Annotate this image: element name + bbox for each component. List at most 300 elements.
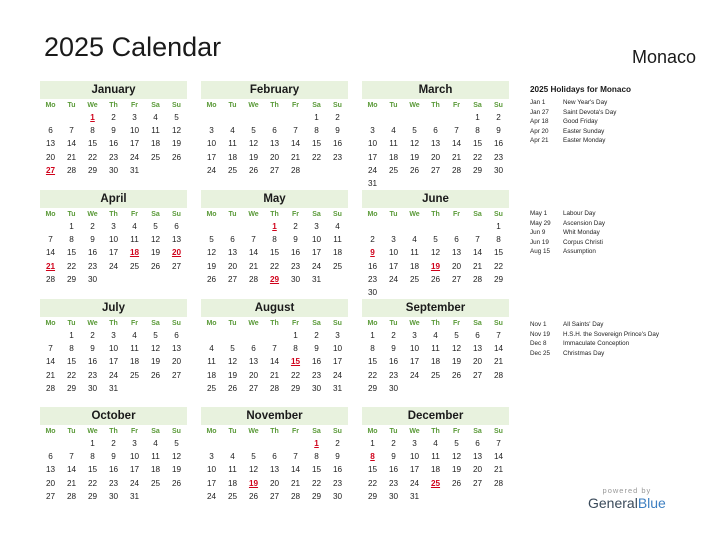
day-cell: 7 [48, 344, 53, 354]
weekday-label: Tu [389, 428, 398, 435]
day-cell: 5 [412, 126, 417, 136]
weekday-label: Sa [312, 102, 321, 109]
day-cell: 16 [108, 139, 119, 149]
day-cell: 12 [206, 248, 217, 258]
weekday-label: Su [494, 211, 503, 218]
day-cell: 12 [227, 357, 238, 367]
weekday-label: Fr [453, 320, 460, 327]
day-cell: 4 [412, 235, 417, 245]
month-title: March [362, 81, 509, 99]
day-cell: 29 [311, 491, 322, 501]
day-cell: 14 [45, 357, 56, 367]
empty-cell [264, 111, 285, 124]
weekday-label: We [409, 428, 420, 435]
holiday-name: H.S.H. the Sovereign Prince's Day [563, 330, 660, 338]
day-cell: 20 [227, 261, 238, 271]
day-cell: 18 [430, 357, 441, 367]
day-cell: 21 [451, 152, 462, 162]
empty-cell [40, 220, 61, 233]
holidays-list-3 [530, 320, 705, 358]
day-cell: 7 [69, 126, 74, 136]
holiday-day: 1 [272, 222, 277, 231]
day-cell: 30 [311, 383, 322, 393]
month-february [201, 81, 348, 177]
holiday-date: Jun 19 [530, 238, 549, 246]
day-cell: 8 [293, 344, 298, 354]
month-december [362, 407, 509, 503]
day-cell: 17 [129, 139, 140, 149]
day-cell: 15 [493, 248, 504, 258]
day-cell: 2 [391, 331, 396, 340]
day-cell: 9 [391, 452, 396, 462]
day-cell: 20 [472, 357, 483, 367]
day-cell: 17 [129, 465, 140, 475]
weekday-label: Fr [292, 320, 299, 327]
day-cell: 3 [111, 331, 116, 340]
day-cell: 15 [311, 139, 322, 149]
day-cell: 2 [391, 439, 396, 448]
day-cell: 6 [272, 126, 277, 136]
day-cell: 26 [451, 478, 462, 488]
day-cell: 21 [269, 370, 280, 380]
day-cell: 2 [111, 439, 116, 448]
day-cell: 24 [129, 152, 140, 162]
day-cell: 27 [45, 491, 56, 501]
day-cell: 5 [251, 126, 256, 136]
day-cell: 22 [367, 370, 378, 380]
weekday-label: Sa [151, 102, 160, 109]
day-cell: 24 [108, 370, 119, 380]
day-cell: 10 [129, 452, 140, 462]
weekday-label: We [409, 102, 420, 109]
empty-cell [285, 437, 306, 450]
weekday-label: Su [333, 102, 342, 109]
day-cell: 9 [314, 344, 319, 354]
day-cell: 11 [410, 248, 419, 258]
day-cell: 10 [129, 126, 140, 136]
day-cell: 23 [290, 261, 301, 271]
day-cell: 12 [150, 235, 161, 245]
weekday-label: Su [172, 102, 181, 109]
empty-cell [243, 111, 264, 124]
day-cell: 15 [311, 465, 322, 475]
day-cell: 13 [472, 452, 483, 462]
day-cell: 15 [87, 465, 98, 475]
day-cell: 14 [45, 248, 56, 258]
holiday-day: 15 [290, 357, 301, 367]
country-name: Monaco [631, 47, 696, 67]
day-cell: 22 [87, 152, 98, 162]
day-cell: 21 [45, 370, 56, 380]
day-cell: 13 [269, 465, 280, 475]
day-cell: 5 [454, 439, 459, 448]
day-cell: 27 [430, 165, 441, 175]
empty-cell [425, 220, 446, 233]
day-cell: 4 [153, 439, 158, 448]
empty-cell [383, 111, 404, 124]
weekday-label: We [87, 428, 98, 435]
weekday-label: Su [333, 320, 342, 327]
empty-cell [425, 111, 446, 124]
holiday-row [530, 136, 705, 146]
day-cell: 21 [493, 357, 504, 367]
day-cell: 26 [430, 274, 441, 284]
day-cell: 13 [472, 344, 483, 354]
day-cell: 12 [248, 139, 259, 149]
weekday-label: Th [109, 428, 118, 435]
weekday-label: Th [270, 320, 279, 327]
day-cell: 18 [129, 357, 140, 367]
day-cell: 13 [45, 139, 56, 149]
day-cell: 3 [209, 452, 214, 462]
weekday-label: Su [494, 102, 503, 109]
day-cell: 8 [90, 452, 95, 462]
day-cell: 3 [412, 439, 417, 448]
day-cell: 25 [150, 478, 161, 488]
weekday-label: Sa [312, 320, 321, 327]
day-cell: 23 [332, 478, 343, 488]
day-cell: 7 [454, 126, 459, 136]
month-title: December [362, 407, 509, 425]
weekday-label: Th [270, 211, 279, 218]
holiday-day: 20 [171, 248, 182, 258]
day-cell: 22 [311, 478, 322, 488]
weekday-label: Su [494, 428, 503, 435]
day-cell: 22 [311, 152, 322, 162]
day-cell: 10 [108, 344, 119, 354]
day-cell: 15 [87, 139, 98, 149]
day-cell: 22 [367, 478, 378, 488]
day-cell: 20 [451, 261, 462, 271]
day-cell: 30 [388, 383, 399, 393]
day-cell: 23 [493, 152, 504, 162]
day-cell: 17 [332, 357, 343, 367]
day-cell: 11 [389, 139, 398, 149]
day-cell: 22 [66, 261, 77, 271]
day-cell: 26 [409, 165, 420, 175]
day-cell: 13 [269, 139, 280, 149]
weekday-label: Mo [206, 102, 217, 109]
day-cell: 29 [493, 274, 504, 284]
day-cell: 25 [129, 370, 140, 380]
holiday-date: Apr 18 [530, 118, 549, 126]
day-cell: 24 [311, 261, 322, 271]
day-cell: 4 [132, 222, 137, 231]
empty-cell [40, 111, 61, 124]
day-cell: 7 [293, 126, 298, 136]
weekday-label: Mo [45, 320, 56, 327]
weekday-label: Th [109, 102, 118, 109]
day-cell: 8 [475, 126, 480, 136]
weekday-label: We [248, 428, 259, 435]
day-cell: 2 [314, 331, 319, 340]
day-cell: 18 [150, 139, 161, 149]
day-cell: 1 [314, 113, 319, 122]
holiday-name: Good Friday [563, 118, 598, 126]
holiday-date: Aug 15 [530, 248, 550, 256]
day-cell: 12 [171, 126, 182, 136]
empty-cell [467, 220, 488, 233]
day-cell: 13 [45, 465, 56, 475]
month-title: September [362, 299, 509, 317]
empty-cell [222, 111, 243, 124]
day-cell: 6 [475, 439, 480, 448]
day-cell: 26 [150, 261, 161, 271]
empty-cell [404, 220, 425, 233]
brand-logo[interactable] [588, 486, 666, 511]
empty-cell [40, 437, 61, 450]
day-cell: 19 [206, 261, 217, 271]
day-cell: 6 [475, 331, 480, 340]
holiday-row [530, 247, 705, 257]
holiday-date: Dec 25 [530, 349, 550, 357]
day-cell: 11 [228, 465, 237, 475]
empty-cell [243, 220, 264, 233]
day-cell: 5 [251, 452, 256, 462]
month-march [362, 81, 509, 190]
day-cell: 29 [66, 383, 77, 393]
day-cell: 14 [290, 465, 301, 475]
day-cell: 28 [45, 274, 56, 284]
day-cell: 3 [111, 222, 116, 231]
day-cell: 23 [108, 478, 119, 488]
day-cell: 24 [332, 370, 343, 380]
holiday-date: Jun 9 [530, 229, 546, 237]
day-cell: 23 [108, 152, 119, 162]
weekday-label: Th [431, 102, 440, 109]
day-cell: 29 [66, 274, 77, 284]
day-cell: 11 [228, 139, 237, 149]
weekday-label: Mo [367, 320, 378, 327]
day-cell: 5 [174, 113, 179, 122]
day-cell: 4 [391, 126, 396, 136]
day-cell: 17 [311, 248, 322, 258]
day-cell: 27 [227, 274, 238, 284]
holiday-day: 21 [45, 261, 56, 271]
day-cell: 28 [45, 383, 56, 393]
day-cell: 23 [311, 370, 322, 380]
empty-cell [362, 111, 383, 124]
day-cell: 8 [69, 235, 74, 245]
day-cell: 19 [171, 139, 182, 149]
weekday-label: Mo [367, 211, 378, 218]
weekday-label: Th [431, 320, 440, 327]
brand-name-general: General [588, 495, 638, 511]
day-cell: 19 [451, 465, 462, 475]
day-cell: 27 [472, 370, 483, 380]
day-cell: 8 [272, 235, 277, 245]
month-august [201, 299, 348, 395]
holiday-row [530, 108, 705, 118]
empty-cell [201, 437, 222, 450]
weekday-label: Tu [389, 211, 398, 218]
holiday-date: Jan 1 [530, 99, 546, 106]
weekday-label: Mo [206, 211, 217, 218]
empty-cell [243, 437, 264, 450]
day-cell: 9 [293, 235, 298, 245]
weekday-label: Tu [67, 102, 76, 109]
day-cell: 30 [87, 383, 98, 393]
weekday-label: Th [431, 428, 440, 435]
day-cell: 22 [87, 478, 98, 488]
day-cell: 25 [332, 261, 343, 271]
day-cell: 25 [227, 165, 238, 175]
day-cell: 7 [496, 439, 501, 448]
day-cell: 30 [290, 274, 301, 284]
day-cell: 2 [293, 222, 298, 231]
day-cell: 22 [290, 370, 301, 380]
holiday-name: Assumption [563, 248, 596, 256]
day-cell: 24 [206, 165, 217, 175]
holiday-row [530, 330, 705, 340]
day-cell: 26 [248, 491, 259, 501]
holiday-name: Corpus Christi [563, 238, 603, 246]
day-cell: 24 [388, 274, 399, 284]
weekday-label: Tu [389, 102, 398, 109]
day-cell: 5 [153, 331, 158, 340]
day-cell: 25 [227, 491, 238, 501]
day-cell: 22 [493, 261, 504, 271]
day-cell: 11 [151, 452, 160, 462]
weekday-label: Mo [206, 320, 217, 327]
holiday-date: May 1 [530, 210, 548, 217]
day-cell: 23 [367, 274, 378, 284]
day-cell: 26 [451, 370, 462, 380]
holiday-name: Christmas Day [563, 349, 605, 357]
holiday-date: May 29 [530, 219, 551, 227]
day-cell: 13 [248, 357, 259, 367]
day-cell: 10 [108, 235, 119, 245]
day-cell: 7 [48, 235, 53, 245]
day-cell: 25 [129, 261, 140, 271]
weekday-label: Sa [473, 102, 482, 109]
empty-cell [201, 111, 222, 124]
empty-cell [222, 329, 243, 342]
day-cell: 15 [66, 357, 77, 367]
day-cell: 31 [311, 274, 322, 284]
day-cell: 29 [367, 383, 378, 393]
weekday-label: Sa [151, 211, 160, 218]
day-cell: 28 [451, 165, 462, 175]
day-cell: 10 [409, 344, 420, 354]
holidays-list-1 [530, 85, 705, 146]
month-july [40, 299, 187, 395]
day-cell: 3 [314, 222, 319, 231]
day-cell: 5 [433, 235, 438, 245]
holidays-list-2 [530, 209, 705, 257]
day-cell: 11 [130, 344, 139, 354]
day-cell: 4 [153, 113, 158, 122]
holiday-day: 19 [248, 478, 259, 488]
empty-cell [404, 111, 425, 124]
day-cell: 9 [335, 126, 340, 136]
weekday-label: Mo [45, 211, 56, 218]
holiday-day: 1 [314, 439, 319, 448]
day-cell: 23 [87, 261, 98, 271]
day-cell: 28 [269, 383, 280, 393]
day-cell: 7 [475, 235, 480, 245]
day-cell: 27 [248, 383, 259, 393]
day-cell: 16 [311, 357, 322, 367]
day-cell: 8 [314, 126, 319, 136]
day-cell: 30 [367, 287, 378, 297]
holiday-row [530, 117, 705, 127]
day-cell: 19 [171, 465, 182, 475]
weekday-label: We [409, 211, 420, 218]
day-cell: 27 [472, 478, 483, 488]
day-cell: 17 [206, 478, 217, 488]
holiday-day: 18 [129, 248, 140, 258]
weekday-label: Fr [292, 211, 299, 218]
day-cell: 27 [451, 274, 462, 284]
day-cell: 10 [206, 139, 217, 149]
day-cell: 27 [269, 491, 280, 501]
day-cell: 10 [311, 235, 322, 245]
day-cell: 30 [108, 165, 119, 175]
day-cell: 2 [90, 222, 95, 231]
month-october [40, 407, 187, 503]
day-cell: 9 [90, 344, 95, 354]
day-cell: 1 [69, 222, 74, 231]
day-cell: 1 [475, 113, 480, 122]
holiday-day: 19 [430, 261, 441, 271]
day-cell: 11 [207, 357, 216, 367]
month-title: June [362, 190, 509, 208]
day-cell: 3 [412, 331, 417, 340]
day-cell: 21 [290, 478, 301, 488]
day-cell: 4 [433, 331, 438, 340]
day-cell: 28 [66, 491, 77, 501]
day-cell: 4 [230, 126, 235, 136]
weekday-label: Tu [228, 211, 237, 218]
day-cell: 16 [87, 357, 98, 367]
day-cell: 30 [108, 491, 119, 501]
holiday-name: Immaculate Conception [563, 340, 630, 348]
day-cell: 1 [496, 222, 501, 231]
day-cell: 13 [451, 248, 462, 258]
day-cell: 25 [388, 165, 399, 175]
day-cell: 22 [472, 152, 483, 162]
holiday-date: Nov 1 [530, 321, 547, 328]
day-cell: 1 [90, 439, 95, 448]
weekday-label: We [248, 320, 259, 327]
day-cell: 9 [335, 452, 340, 462]
day-cell: 16 [367, 261, 378, 271]
day-cell: 28 [493, 370, 504, 380]
day-cell: 14 [493, 344, 504, 354]
day-cell: 4 [209, 344, 214, 354]
weekday-label: Th [109, 211, 118, 218]
weekday-label: We [248, 102, 259, 109]
holiday-day: 25 [430, 478, 441, 488]
day-cell: 29 [87, 165, 98, 175]
day-cell: 20 [45, 478, 56, 488]
month-september [362, 299, 509, 395]
day-cell: 14 [493, 452, 504, 462]
holiday-row [530, 339, 705, 349]
day-cell: 2 [111, 113, 116, 122]
day-cell: 9 [391, 344, 396, 354]
day-cell: 28 [472, 274, 483, 284]
day-cell: 8 [69, 344, 74, 354]
weekday-label: Tu [228, 102, 237, 109]
empty-cell [264, 437, 285, 450]
day-cell: 26 [206, 274, 217, 284]
brand-name-blue: Blue [637, 495, 666, 511]
day-cell: 12 [171, 452, 182, 462]
weekday-label: Su [172, 211, 181, 218]
day-cell: 19 [248, 152, 259, 162]
